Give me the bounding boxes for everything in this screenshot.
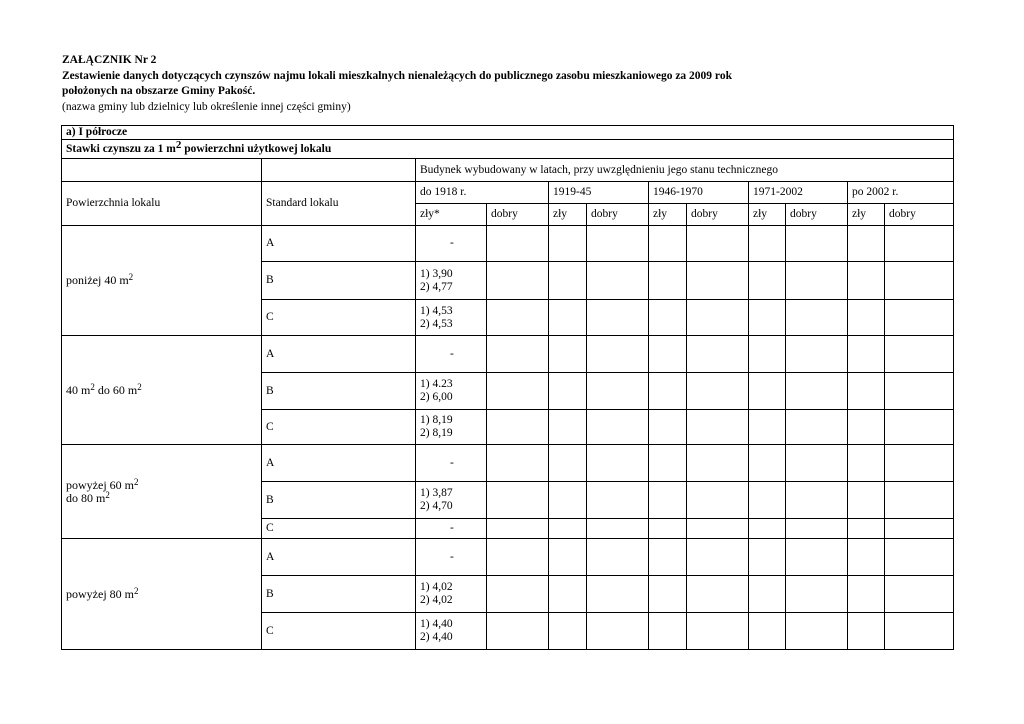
periods-row [62,182,954,204]
table-row [62,226,954,262]
condition-header: dobry [687,204,749,226]
period-header: do 1918 r. [416,182,549,204]
condition-header: dobry [885,204,954,226]
rate-value: 1) 3,87 2) 4,70 [416,482,487,519]
condition-header: zły [749,204,786,226]
area-label: powyżej 80 $m^2$ [62,539,262,650]
standard-label: B [262,576,416,613]
rent-rates-table [61,125,954,650]
standard-label: A [262,445,416,482]
standard-label: A [262,539,416,576]
attachment-title: ZAŁĄCZNIK Nr 2 [62,54,157,66]
rate-value: 1) 8,19 2) 8,19 [416,410,487,445]
table-row [62,539,954,576]
condition-header: zły [848,204,885,226]
rate-value: - [416,336,487,373]
period-header: po 2002 r. [848,182,954,204]
period-header: 1971-2002 [749,182,848,204]
standard-column-header: Standard lokalu [262,182,416,226]
condition-header: zły [549,204,587,226]
rate-value: - [416,539,487,576]
document-header [62,53,962,115]
rate-value: 1) 4,53 2) 4,53 [416,300,487,336]
period-header: 1919-45 [549,182,649,204]
location-line: położonych na obszarze Gminy Pakość. [62,85,256,97]
condition-header: dobry [786,204,848,226]
rates-title-row [62,140,954,159]
location-note: (nazwa gminy lub dzielnicy lub określenie innej części gminy) [62,100,351,113]
rate-value: - [416,445,487,482]
rate-value: 1) 4,40 2) 4,40 [416,613,487,650]
table-row [62,445,954,482]
area-column-header: Powierzchnia lokalu [62,182,262,226]
blank-header-cell [262,159,416,182]
rate-value: 1) 4,02 2) 4,02 [416,576,487,613]
period-header: 1946-1970 [649,182,749,204]
rate-value: - [416,519,487,539]
condition-header: zły* [416,204,487,226]
building-header-row [62,159,954,182]
rate-value: 1) 3,90 2) 4,77 [416,262,487,300]
standard-label: C [262,613,416,650]
area-label: poniżej 40 $m^2$ [62,226,262,336]
standard-label: B [262,262,416,300]
condition-header: dobry [587,204,649,226]
document-subtitle: Zestawienie danych dotyczących czynszów najmu lokali mieszkalnych nienależących do publicznego zasobu mieszkaniowego za 2009 rok [62,69,732,82]
standard-label: C [262,519,416,539]
standard-label: A [262,336,416,373]
condition-header: dobry [487,204,549,226]
standard-label: C [262,410,416,445]
area-label: powyżej 60 $m^2$ do 80 $m^2$ [62,445,262,539]
rate-value: - [416,226,487,262]
period-label: a) I półrocze [62,126,954,140]
area-label: 40 $m^2$ do 60 $m^2$ [62,336,262,445]
rates-title: Stawki czynszu za 1 $m^2$ powierzchni użytkowej lokalu [62,140,954,159]
standard-label: C [262,300,416,336]
blank-header-cell [62,159,262,182]
standard-label: A [262,226,416,262]
rate-value: 1) 4.23 2) 6,00 [416,373,487,410]
condition-header: zły [649,204,687,226]
standard-label: B [262,482,416,519]
period-row [62,126,954,140]
standard-label: B [262,373,416,410]
table-row [62,336,954,373]
building-header: Budynek wybudowany w latach, przy uwzględnieniu jego stanu technicznego [416,159,954,182]
